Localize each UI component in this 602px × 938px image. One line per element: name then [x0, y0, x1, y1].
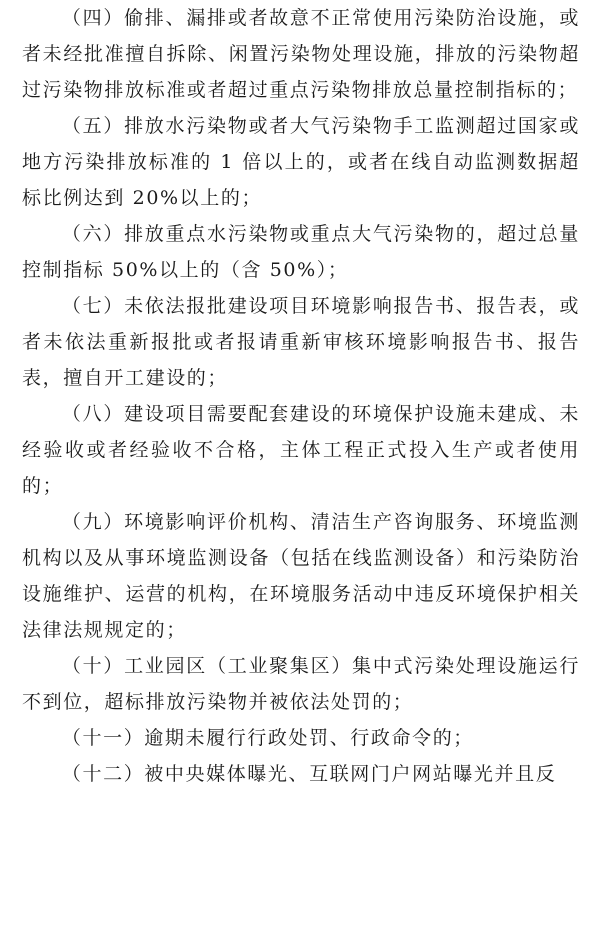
clause-10: （十）工业园区（工业聚集区）集中式污染处理设施运行不到位，超标排放污染物并被依法处罚的； [22, 655, 580, 713]
clause-7: （七）未依法报批建设项目环境影响报告书、报告表，或者未依法重新报批或者报请重新审核环境影响报告书、报告表，擅自开工建设的； [22, 295, 580, 389]
clause-11: （十一）逾期未履行行政处罚、行政命令的； [61, 727, 474, 749]
clause-4: （四）偷排、漏排或者故意不正常使用污染防治设施，或者未经批准擅自拆除、闲置污染物处理设施，排放的污染物超过污染物排放标准或者超过重点污染物排放总量控制指标的； [22, 7, 580, 101]
clause-6: （六）排放重点水污染物或重点大气污染物的，超过总量控制指标 50%以上的（含 50%）； [22, 223, 580, 281]
clause-8: （八）建设项目需要配套建设的环境保护设施未建成、未经验收或者经验收不合格，主体工程正式投入生产或者使用的； [22, 403, 580, 497]
clause-9: （九）环境影响评价机构、清洁生产咨询服务、环境监测机构以及从事环境监测设备（包括在线监测设备）和污染防治设施维护、运营的机构，在环境服务活动中违反环境保护相关法律法规规定的； [22, 511, 580, 641]
clause-12: （十二）被中央媒体曝光、互联网门户网站曝光并且反 [61, 763, 557, 785]
clause-5: （五）排放水污染物或者大气污染物手工监测超过国家或地方污染排放标准的 1 倍以上的，或者在线自动监测数据超标比例达到 20%以上的； [22, 115, 580, 209]
